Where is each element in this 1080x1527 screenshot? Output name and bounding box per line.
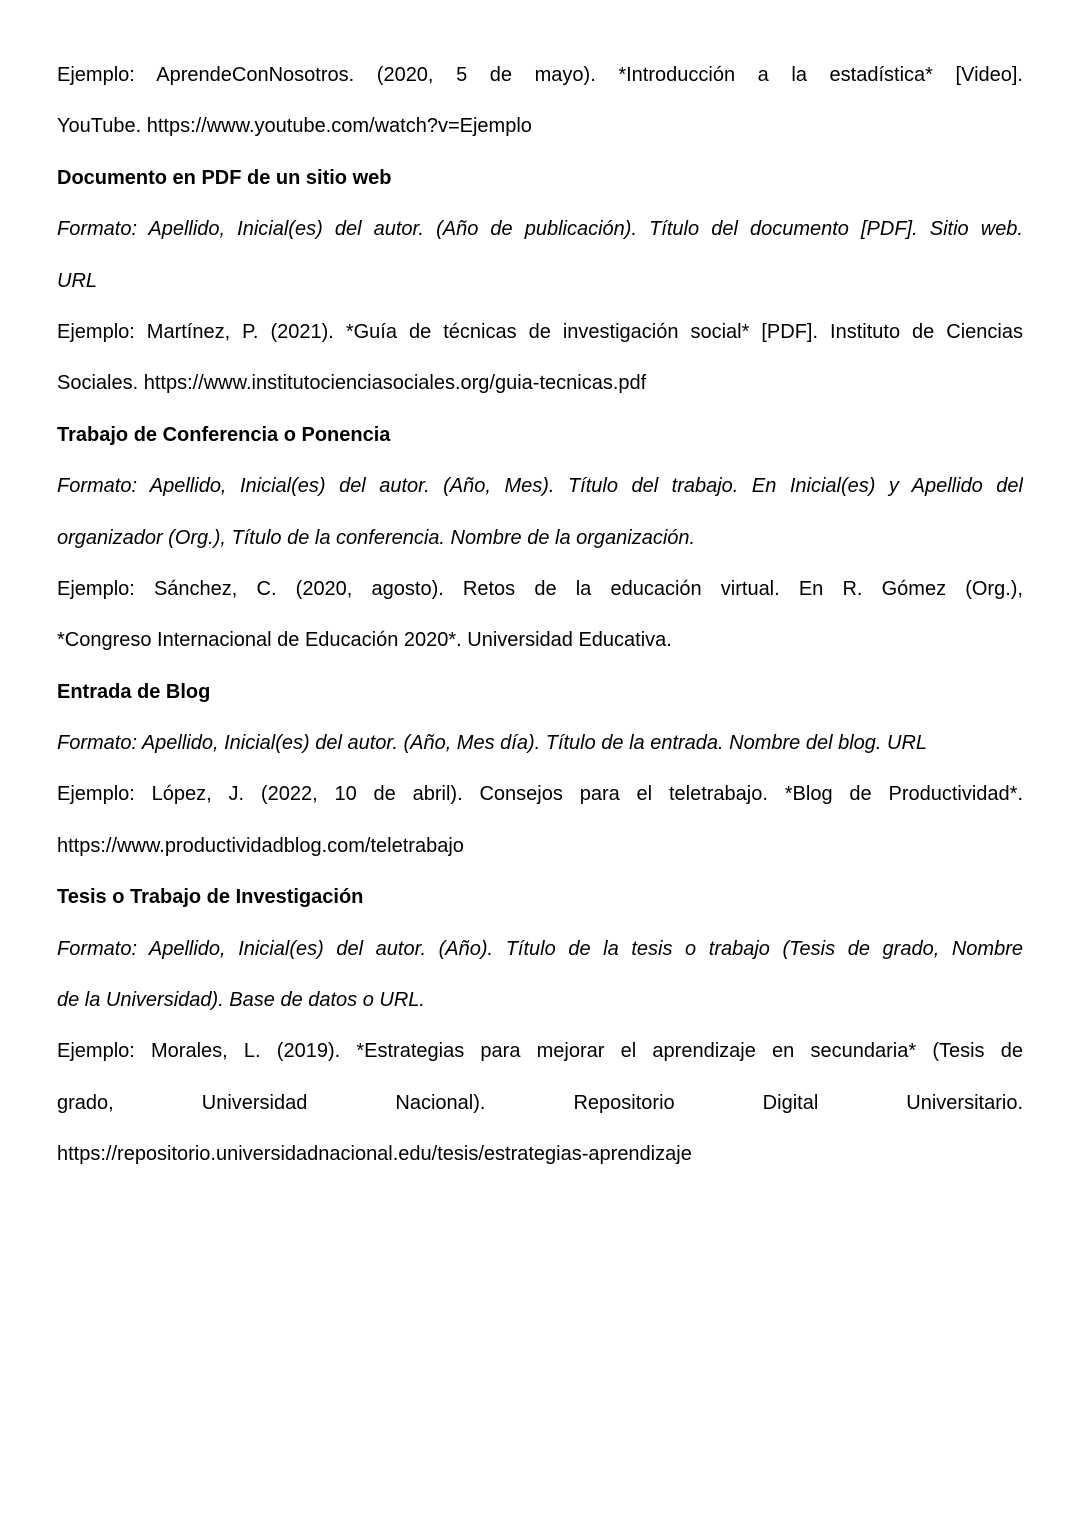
text-line: URL — [57, 269, 98, 292]
text-line: Documento en PDF de un sitio web — [57, 166, 392, 189]
format-paragraph — [57, 461, 1023, 564]
text-line: grado, Universidad Nacional). Repositorio Digital Universitario. — [57, 1091, 1023, 1114]
text-line: Ejemplo: Morales, L. (2019). *Estrategias para mejorar el aprendizaje en secundaria* (Tesis de — [57, 1040, 1023, 1063]
example-paragraph — [57, 307, 1023, 410]
text-line: Ejemplo: AprendeConNosotros. (2020, 5 de mayo). *Introducción a la estadística* [Video]. — [57, 64, 1023, 86]
text-line: Formato: Apellido, Inicial(es) del autor. (Año, Mes). Título del trabajo. En Inicial(es) y Apellido del — [57, 475, 1023, 498]
text-line: de la Universidad). Base de datos o URL. — [57, 989, 425, 1012]
text-line: Tesis o Trabajo de Investigación — [57, 886, 364, 909]
section-heading — [57, 410, 1023, 461]
format-paragraph — [57, 924, 1023, 1027]
text-line: *Congreso Internacional de Educación 2020*. Universidad Educativa. — [57, 629, 672, 652]
text-line: https://www.productividadblog.com/teletrabajo — [57, 834, 464, 857]
section-heading — [57, 153, 1023, 204]
text-line: Formato: Apellido, Inicial(es) del autor. (Año, Mes día). Título de la entrada. Nombre del blog. URL — [57, 732, 928, 755]
section-heading — [57, 872, 1023, 923]
section-heading — [57, 667, 1023, 718]
text-line: https://repositorio.universidadnacional.edu/tesis/estrategias-aprendizaje — [57, 1143, 692, 1166]
text-line: Trabajo de Conferencia o Ponencia — [57, 423, 391, 446]
text-line: organizador (Org.), Título de la conferencia. Nombre de la organización. — [57, 526, 696, 549]
text-line: Sociales. https://www.institutocienciasociales.org/guia-tecnicas.pdf — [57, 372, 647, 395]
text-line: Ejemplo: Sánchez, C. (2020, agosto). Retos de la educación virtual. En R. Gómez (Org.), — [57, 577, 1023, 600]
text-line: Ejemplo: López, J. (2022, 10 de abril). Consejos para el teletrabajo. *Blog de Productividad*. — [57, 783, 1023, 806]
text-line: Formato: Apellido, Inicial(es) del autor. (Año). Título de la tesis o trabajo (Tesis de grado, Nombre — [57, 937, 1023, 960]
example-paragraph — [57, 50, 1023, 153]
text-line: Entrada de Blog — [57, 680, 211, 703]
document-page — [57, 50, 1023, 1181]
format-paragraph — [57, 204, 1023, 307]
example-paragraph — [57, 1026, 1023, 1180]
text-line: YouTube. https://www.youtube.com/watch?v=Ejemplo — [57, 115, 532, 138]
example-paragraph — [57, 564, 1023, 667]
example-paragraph — [57, 769, 1023, 872]
format-paragraph — [57, 718, 1023, 769]
text-line: Formato: Apellido, Inicial(es) del autor. (Año de publicación). Título del documento [PDF]. Sitio web. — [57, 218, 1023, 241]
text-line: Ejemplo: Martínez, P. (2021). *Guía de técnicas de investigación social* [PDF]. Instituto de Ciencias — [57, 320, 1023, 343]
